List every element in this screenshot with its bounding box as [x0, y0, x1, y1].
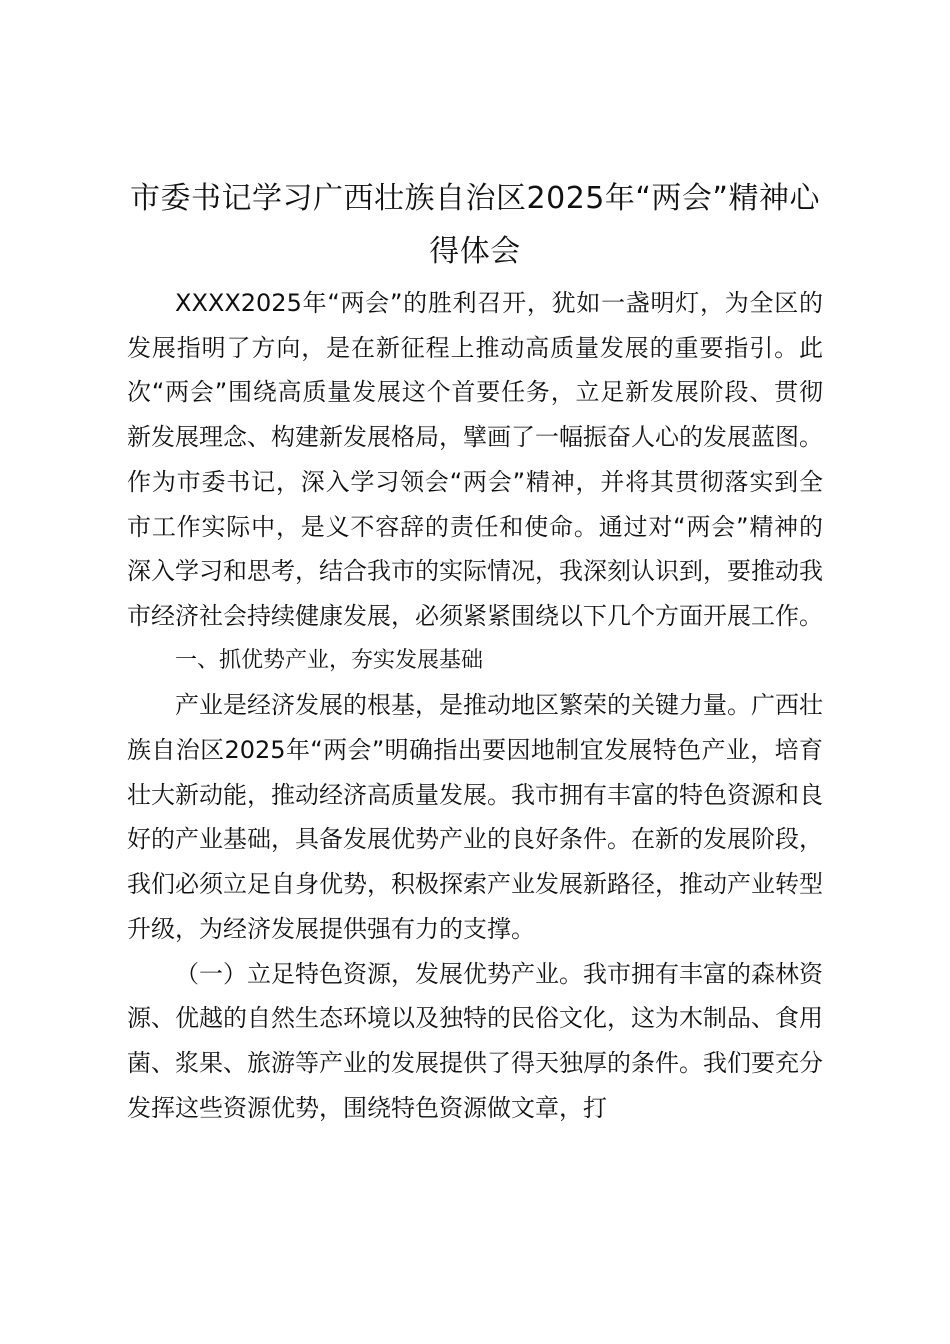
paragraph-subsection-1: （一）立足特色资源，发展优势产业。我市拥有丰富的森林资源、优越的自然生态环境以及独特的民俗文化，这为木制品、食用菌、浆果、旅游等产业的发展提供了得天独厚的条件。我们要充分发挥这些资源优势，围绕特色资源做文章，打: [127, 959, 823, 1122]
paragraph-intro: XXXX2025年“两会”的胜利召开，犹如一盏明灯，为全区的发展指明了方向，是在新征程上推动高质量发展的重要指引。此次“两会”围绕高质量发展这个首要任务，立足新发展阶段、贯彻新发展理念、构建新发展格局，擘画了一幅振奋人心的发展蓝图。作为市委书记，深入学习领会“两会”精神，并将其贯彻落实到全市工作实际中，是义不容辞的责任和使命。通过对“两会”精神的深入学习和思考，结合我市的实际情况，我深刻认识到，要推动我市经济社会持续健康发展，必须紧紧围绕以下几个方面开展工作。: [127, 289, 823, 630]
document-page: [127, 172, 823, 1130]
paragraph-industry: 产业是经济发展的根基，是推动地区繁荣的关键力量。广西壮族自治区2025年“两会”明确指出要因地制宜发展特色产业，培育壮大新动能，推动经济高质量发展。我市拥有丰富的特色资源和良好的产业基础，具备发展优势产业的良好条件。在新的发展阶段，我们必须立足自身优势，积极探索产业发展新路径，推动产业转型升级，为经济发展提供强有力的支撑。: [127, 691, 823, 943]
section-heading: 一、抓优势产业，夯实发展基础: [175, 647, 484, 673]
document-title: 市委书记学习广西壮族自治区2025年“两会”精神心得体会: [130, 181, 820, 269]
